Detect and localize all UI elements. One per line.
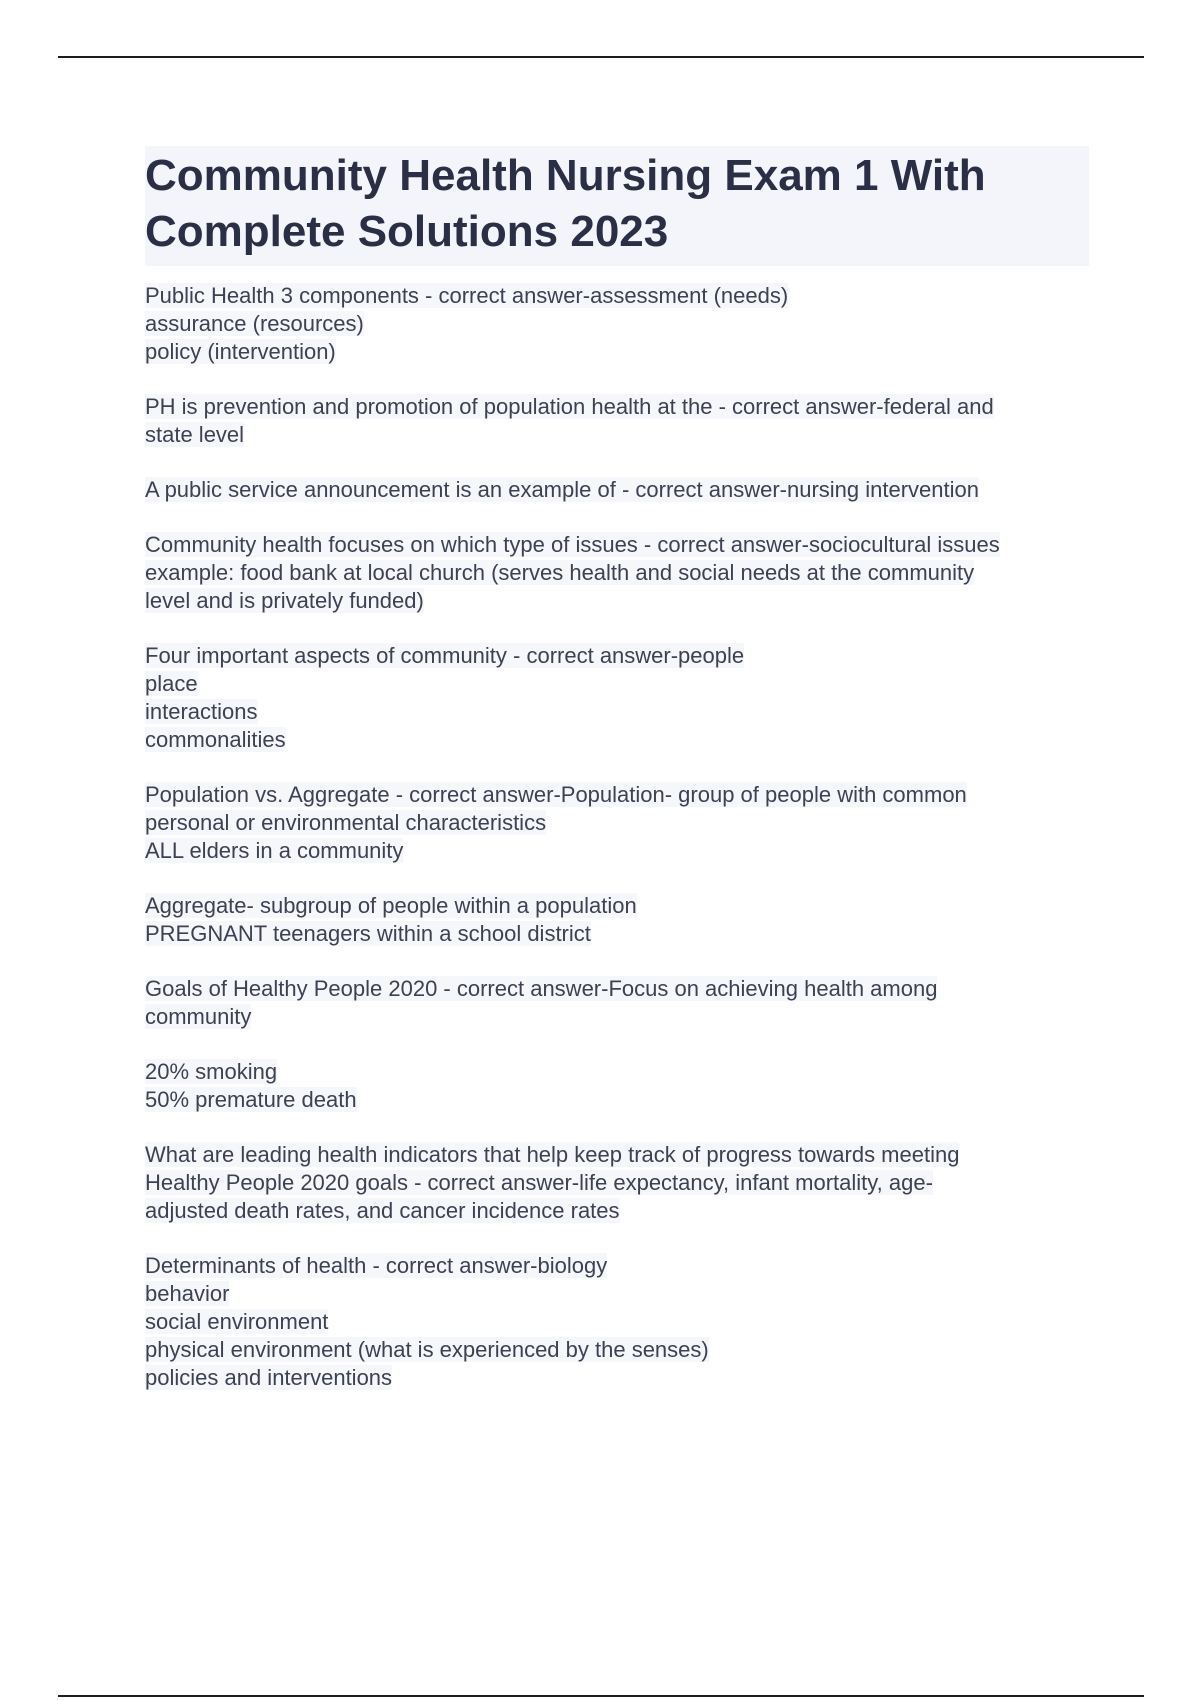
qa-line-text: community — [145, 1004, 252, 1029]
qa-line — [145, 1003, 1095, 1031]
qa-line — [145, 476, 1095, 504]
qa-line-text: example: food bank at local church (serves health and social needs at the community — [145, 560, 975, 585]
qa-line — [145, 1364, 1095, 1392]
qa-line — [145, 1058, 1095, 1086]
qa-entry — [145, 1058, 1095, 1114]
qa-line — [145, 642, 1095, 670]
qa-entry — [145, 1252, 1095, 1392]
qa-line — [145, 975, 1095, 1003]
qa-line-text: Community health focuses on which type of issues - correct answer-sociocultural issues — [145, 532, 1000, 557]
qa-line — [145, 587, 1095, 615]
qa-line — [145, 338, 1095, 366]
qa-line — [145, 282, 1095, 310]
qa-line — [145, 726, 1095, 754]
qa-line — [145, 1086, 1095, 1114]
qa-entry — [145, 975, 1095, 1031]
qa-line-text: ALL elders in a community — [145, 838, 404, 863]
qa-line — [145, 531, 1095, 559]
top-rule — [58, 56, 1144, 58]
qa-line-text: personal or environmental characteristics — [145, 810, 547, 835]
qa-line-text: policies and interventions — [145, 1365, 393, 1390]
qa-entry — [145, 282, 1095, 366]
qa-list — [145, 282, 1095, 1419]
qa-line — [145, 1308, 1095, 1336]
qa-line-text: commonalities — [145, 727, 286, 752]
qa-line-text: behavior — [145, 1281, 230, 1306]
qa-line-text: physical environment (what is experienced by the senses) — [145, 1337, 709, 1362]
qa-line — [145, 1280, 1095, 1308]
qa-entry — [145, 642, 1095, 754]
qa-line-text: 20% smoking — [145, 1059, 278, 1084]
qa-line-text: Determinants of health - correct answer-biology — [145, 1253, 608, 1278]
qa-line-text: PREGNANT teenagers within a school district — [145, 921, 591, 946]
qa-line — [145, 1336, 1095, 1364]
qa-entry — [145, 1141, 1095, 1225]
title-line-2: Complete Solutions 2023 — [145, 207, 669, 256]
qa-line-text: adjusted death rates, and cancer incidence rates — [145, 1198, 620, 1223]
qa-line-text: state level — [145, 422, 245, 447]
qa-entry — [145, 393, 1095, 449]
qa-line-text: Aggregate- subgroup of people within a population — [145, 893, 637, 918]
qa-line-text: What are leading health indicators that help keep track of progress towards meeting — [145, 1142, 960, 1167]
qa-line — [145, 698, 1095, 726]
qa-line-text: PH is prevention and promotion of population health at the - correct answer-federal and — [145, 394, 994, 419]
qa-line — [145, 809, 1095, 837]
title-block — [145, 146, 1089, 266]
document-title — [145, 146, 1089, 260]
qa-line — [145, 1169, 1095, 1197]
title-line-1: Community Health Nursing Exam 1 With — [145, 151, 986, 200]
qa-line-text: Goals of Healthy People 2020 - correct answer-Focus on achieving health among — [145, 976, 938, 1001]
qa-line — [145, 892, 1095, 920]
qa-line — [145, 1252, 1095, 1280]
qa-line-text: Public Health 3 components - correct answer-assessment (needs) — [145, 283, 789, 308]
qa-line — [145, 1197, 1095, 1225]
qa-line-text: Four important aspects of community - correct answer-people — [145, 643, 745, 668]
bottom-rule — [58, 1695, 1144, 1697]
qa-line-text: 50% premature death — [145, 1087, 357, 1112]
qa-line — [145, 670, 1095, 698]
qa-line-text: policy (intervention) — [145, 339, 336, 364]
qa-line — [145, 920, 1095, 948]
qa-line-text: interactions — [145, 699, 258, 724]
qa-line — [145, 1141, 1095, 1169]
qa-line — [145, 421, 1095, 449]
qa-line — [145, 781, 1095, 809]
qa-line — [145, 310, 1095, 338]
qa-line — [145, 837, 1095, 865]
qa-line-text: place — [145, 671, 198, 696]
qa-entry — [145, 531, 1095, 615]
qa-line — [145, 393, 1095, 421]
qa-entry — [145, 476, 1095, 504]
qa-line-text: Population vs. Aggregate - correct answer-Population- group of people with common — [145, 782, 967, 807]
qa-line-text: Healthy People 2020 goals - correct answer-life expectancy, infant mortality, age- — [145, 1170, 933, 1195]
qa-entry — [145, 892, 1095, 948]
qa-line-text: assurance (resources) — [145, 311, 364, 336]
qa-entry — [145, 781, 1095, 865]
qa-line-text: level and is privately funded) — [145, 588, 424, 613]
qa-line-text: social environment — [145, 1309, 329, 1334]
qa-line — [145, 559, 1095, 587]
qa-line-text: A public service announcement is an example of - correct answer-nursing intervention — [145, 477, 979, 502]
